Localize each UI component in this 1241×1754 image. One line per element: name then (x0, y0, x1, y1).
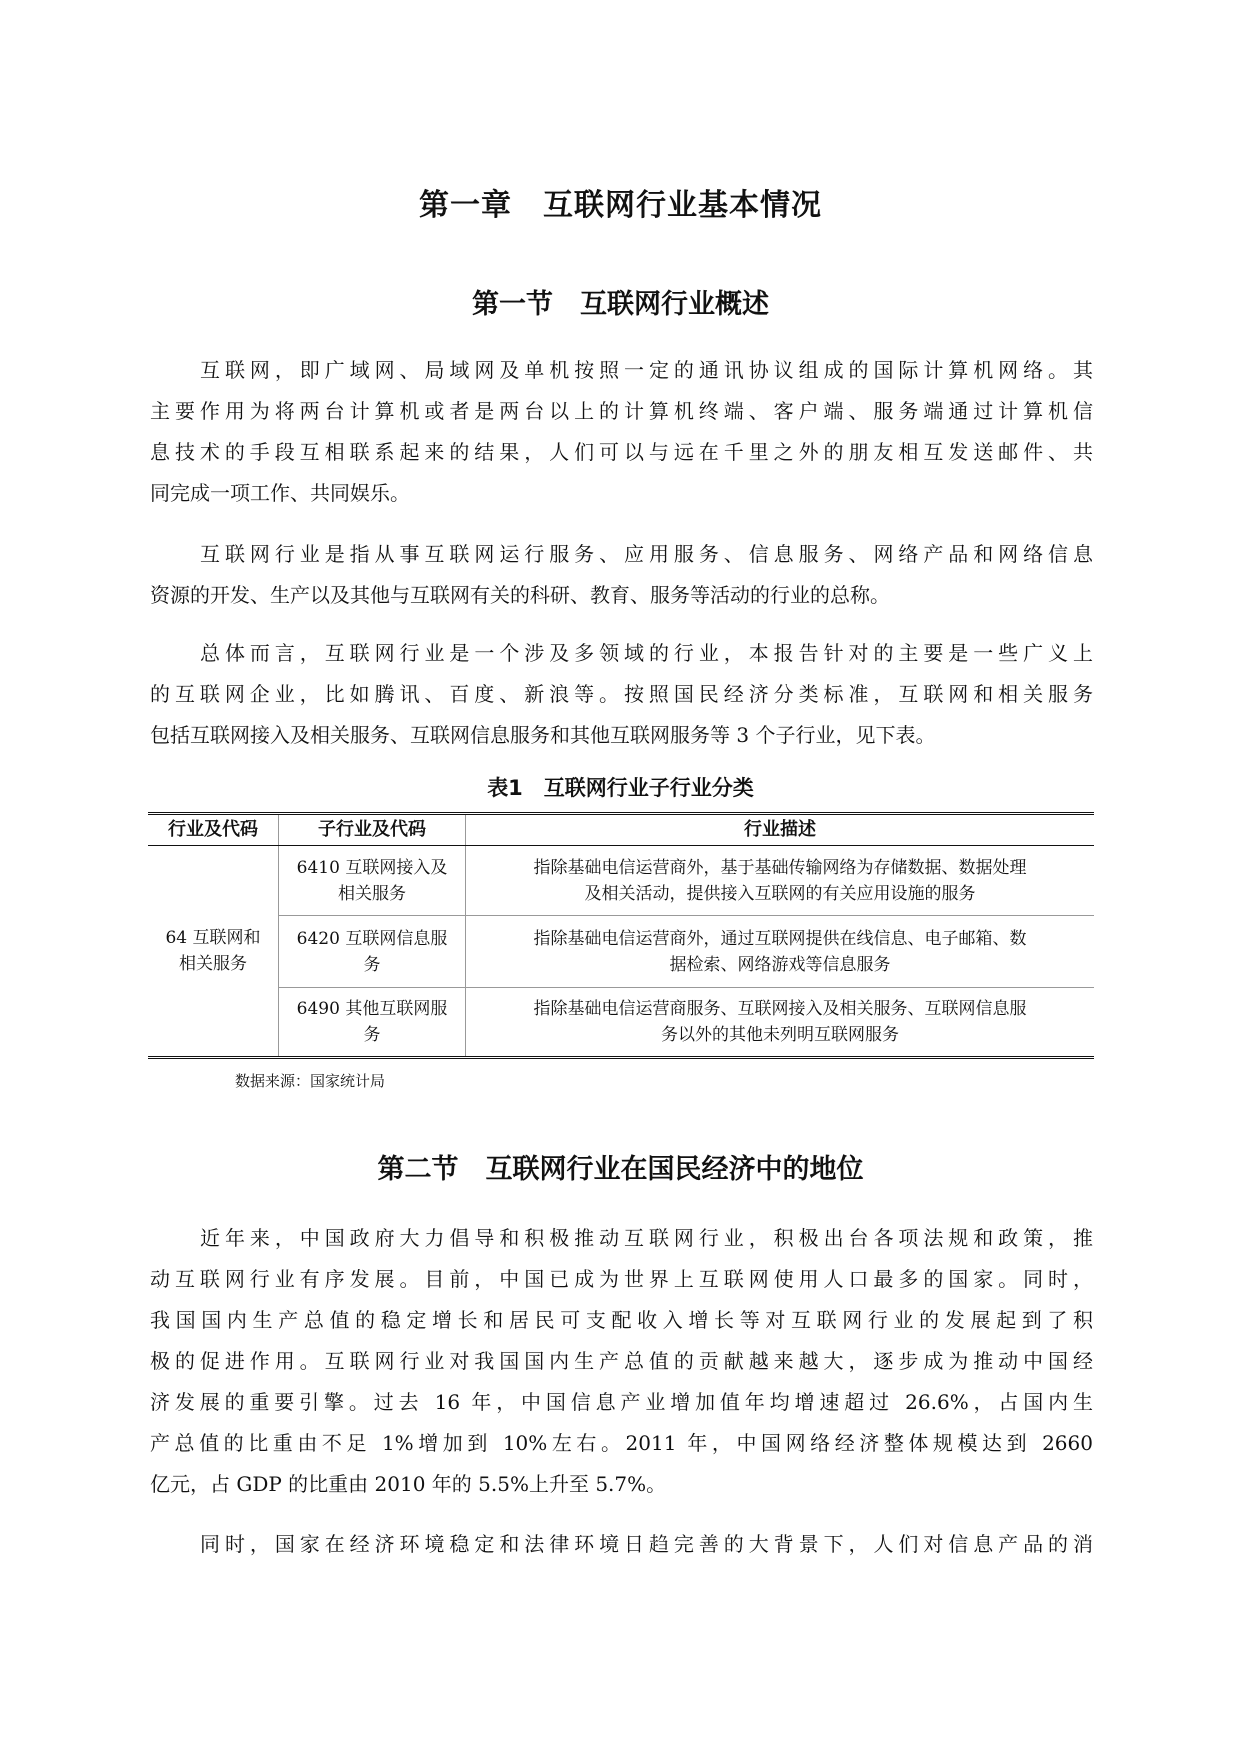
text-line: 总体而言，互联网行业是一个涉及多领域的行业，本报告针对的主要是一些广义上 (200, 641, 1093, 665)
cell-line: 6420 互联网信息服 (296, 928, 448, 949)
cell-line: 指除基础电信运营商外，基于基础传输网络为存储数据、数据处理 (533, 857, 1027, 878)
section-title-economy: 第二节 互联网行业在国民经济中的地位 (377, 1154, 864, 1185)
paragraph-industry-definition (150, 534, 1093, 616)
cell-line: 指除基础电信运营商服务、互联网接入及相关服务、互联网信息服 (533, 999, 1027, 1019)
section-title-overview: 第一节 互联网行业概述 (472, 289, 769, 320)
cell-line: 务以外的其他未列明互联网服务 (661, 1025, 899, 1045)
cell-line: 指除基础电信运营商外，通过互联网提供在线信息、电子邮箱、数 (533, 928, 1027, 949)
cell-line: 据检索、网络游戏等信息服务 (669, 954, 891, 975)
text-line: 包括互联网接入及相关服务、互联网信息服务和其他互联网服务等 3 个子行业，见下表。 (150, 723, 936, 747)
text-line: 济发展的重要引擎。过去 16 年，中国信息产业增加值年均增速超过 26.6%，占国内生 (150, 1390, 1093, 1414)
text-line: 亿元，占 GDP 的比重由 2010 年的 5.5%上升至 5.7%。 (150, 1472, 667, 1496)
text-line: 的互联网企业，比如腾讯、百度、新浪等。按照国民经济分类标准，互联网和相关服务 (150, 682, 1093, 706)
cell-line: 及相关活动，提供接入互联网的有关应用设施的服务 (584, 883, 976, 904)
paragraph-industry-scope (150, 633, 1093, 756)
text-line: 资源的开发、生产以及其他与互联网有关的科研、教育、服务等活动的行业的总称。 (150, 583, 890, 607)
text-line: 互联网，即广域网、局域网及单机按照一定的通讯协议组成的国际计算机网络。其 (200, 358, 1093, 382)
text-line: 我国国内生产总值的稳定增长和居民可支配收入增长等对互联网行业的发展起到了积 (150, 1308, 1093, 1332)
text-line: 同完成一项工作、共同娱乐。 (150, 481, 410, 505)
paragraph-internet-definition (150, 350, 1093, 514)
cell-line: 相关服务 (179, 954, 247, 974)
paragraph-consumption (150, 1524, 1093, 1565)
table-source-note: 数据来源：国家统计局 (235, 1072, 386, 1090)
header-industry-code: 行业及代码 (148, 814, 279, 846)
table-row (148, 988, 1094, 1058)
paragraph-economic-status (150, 1218, 1093, 1505)
sub-industry-cell (279, 846, 466, 916)
chapter-title: 第一章 互联网行业基本情况 (419, 188, 822, 223)
text-line: 息技术的手段互相联系起来的结果，人们可以与远在千里之外的朋友相互发送邮件、共 (150, 440, 1093, 464)
text-line: 产总值的比重由不足 1%增加到 10%左右。2011 年，中国网络经济整体规模达到 2660 (150, 1431, 1093, 1455)
sub-industry-cell (279, 988, 466, 1058)
description-cell (466, 988, 1095, 1058)
cell-line: 务 (363, 1025, 381, 1045)
cell-line: 相关服务 (338, 883, 406, 904)
text-line: 互联网行业是指从事互联网运行服务、应用服务、信息服务、网络产品和网络信息 (200, 542, 1093, 566)
sub-industry-cell (279, 916, 466, 988)
text-line: 近年来，中国政府大力倡导和积极推动互联网行业，积极出台各项法规和政策，推 (200, 1226, 1093, 1250)
text-line: 主要作用为将两台计算机或者是两台以上的计算机终端、客户端、服务端通过计算机信 (150, 399, 1093, 423)
cell-line: 务 (363, 954, 381, 975)
description-cell (466, 846, 1095, 916)
cell-line: 6490 其他互联网服 (296, 999, 448, 1019)
text-line: 极的促进作用。互联网行业对我国国内生产总值的贡献越来越大，逐步成为推动中国经 (150, 1349, 1093, 1373)
text-line: 同时，国家在经济环境稳定和法律环境日趋完善的大背景下，人们对信息产品的消 (200, 1532, 1093, 1556)
description-cell (466, 916, 1095, 988)
header-description: 行业描述 (466, 814, 1095, 846)
table-caption: 表1 互联网行业子行业分类 (487, 776, 754, 800)
table-row (148, 916, 1094, 988)
cell-line: 6410 互联网接入及 (296, 857, 448, 878)
text-line: 动互联网行业有序发展。目前，中国已成为世界上互联网使用人口最多的国家。同时， (150, 1267, 1093, 1291)
sub-industry-table (148, 812, 1094, 1059)
industry-cell (148, 846, 279, 1058)
table-row (148, 846, 1094, 916)
table-header-row (148, 814, 1094, 846)
cell-line: 64 互联网和 (165, 928, 261, 948)
header-sub-industry-code: 子行业及代码 (279, 814, 466, 846)
